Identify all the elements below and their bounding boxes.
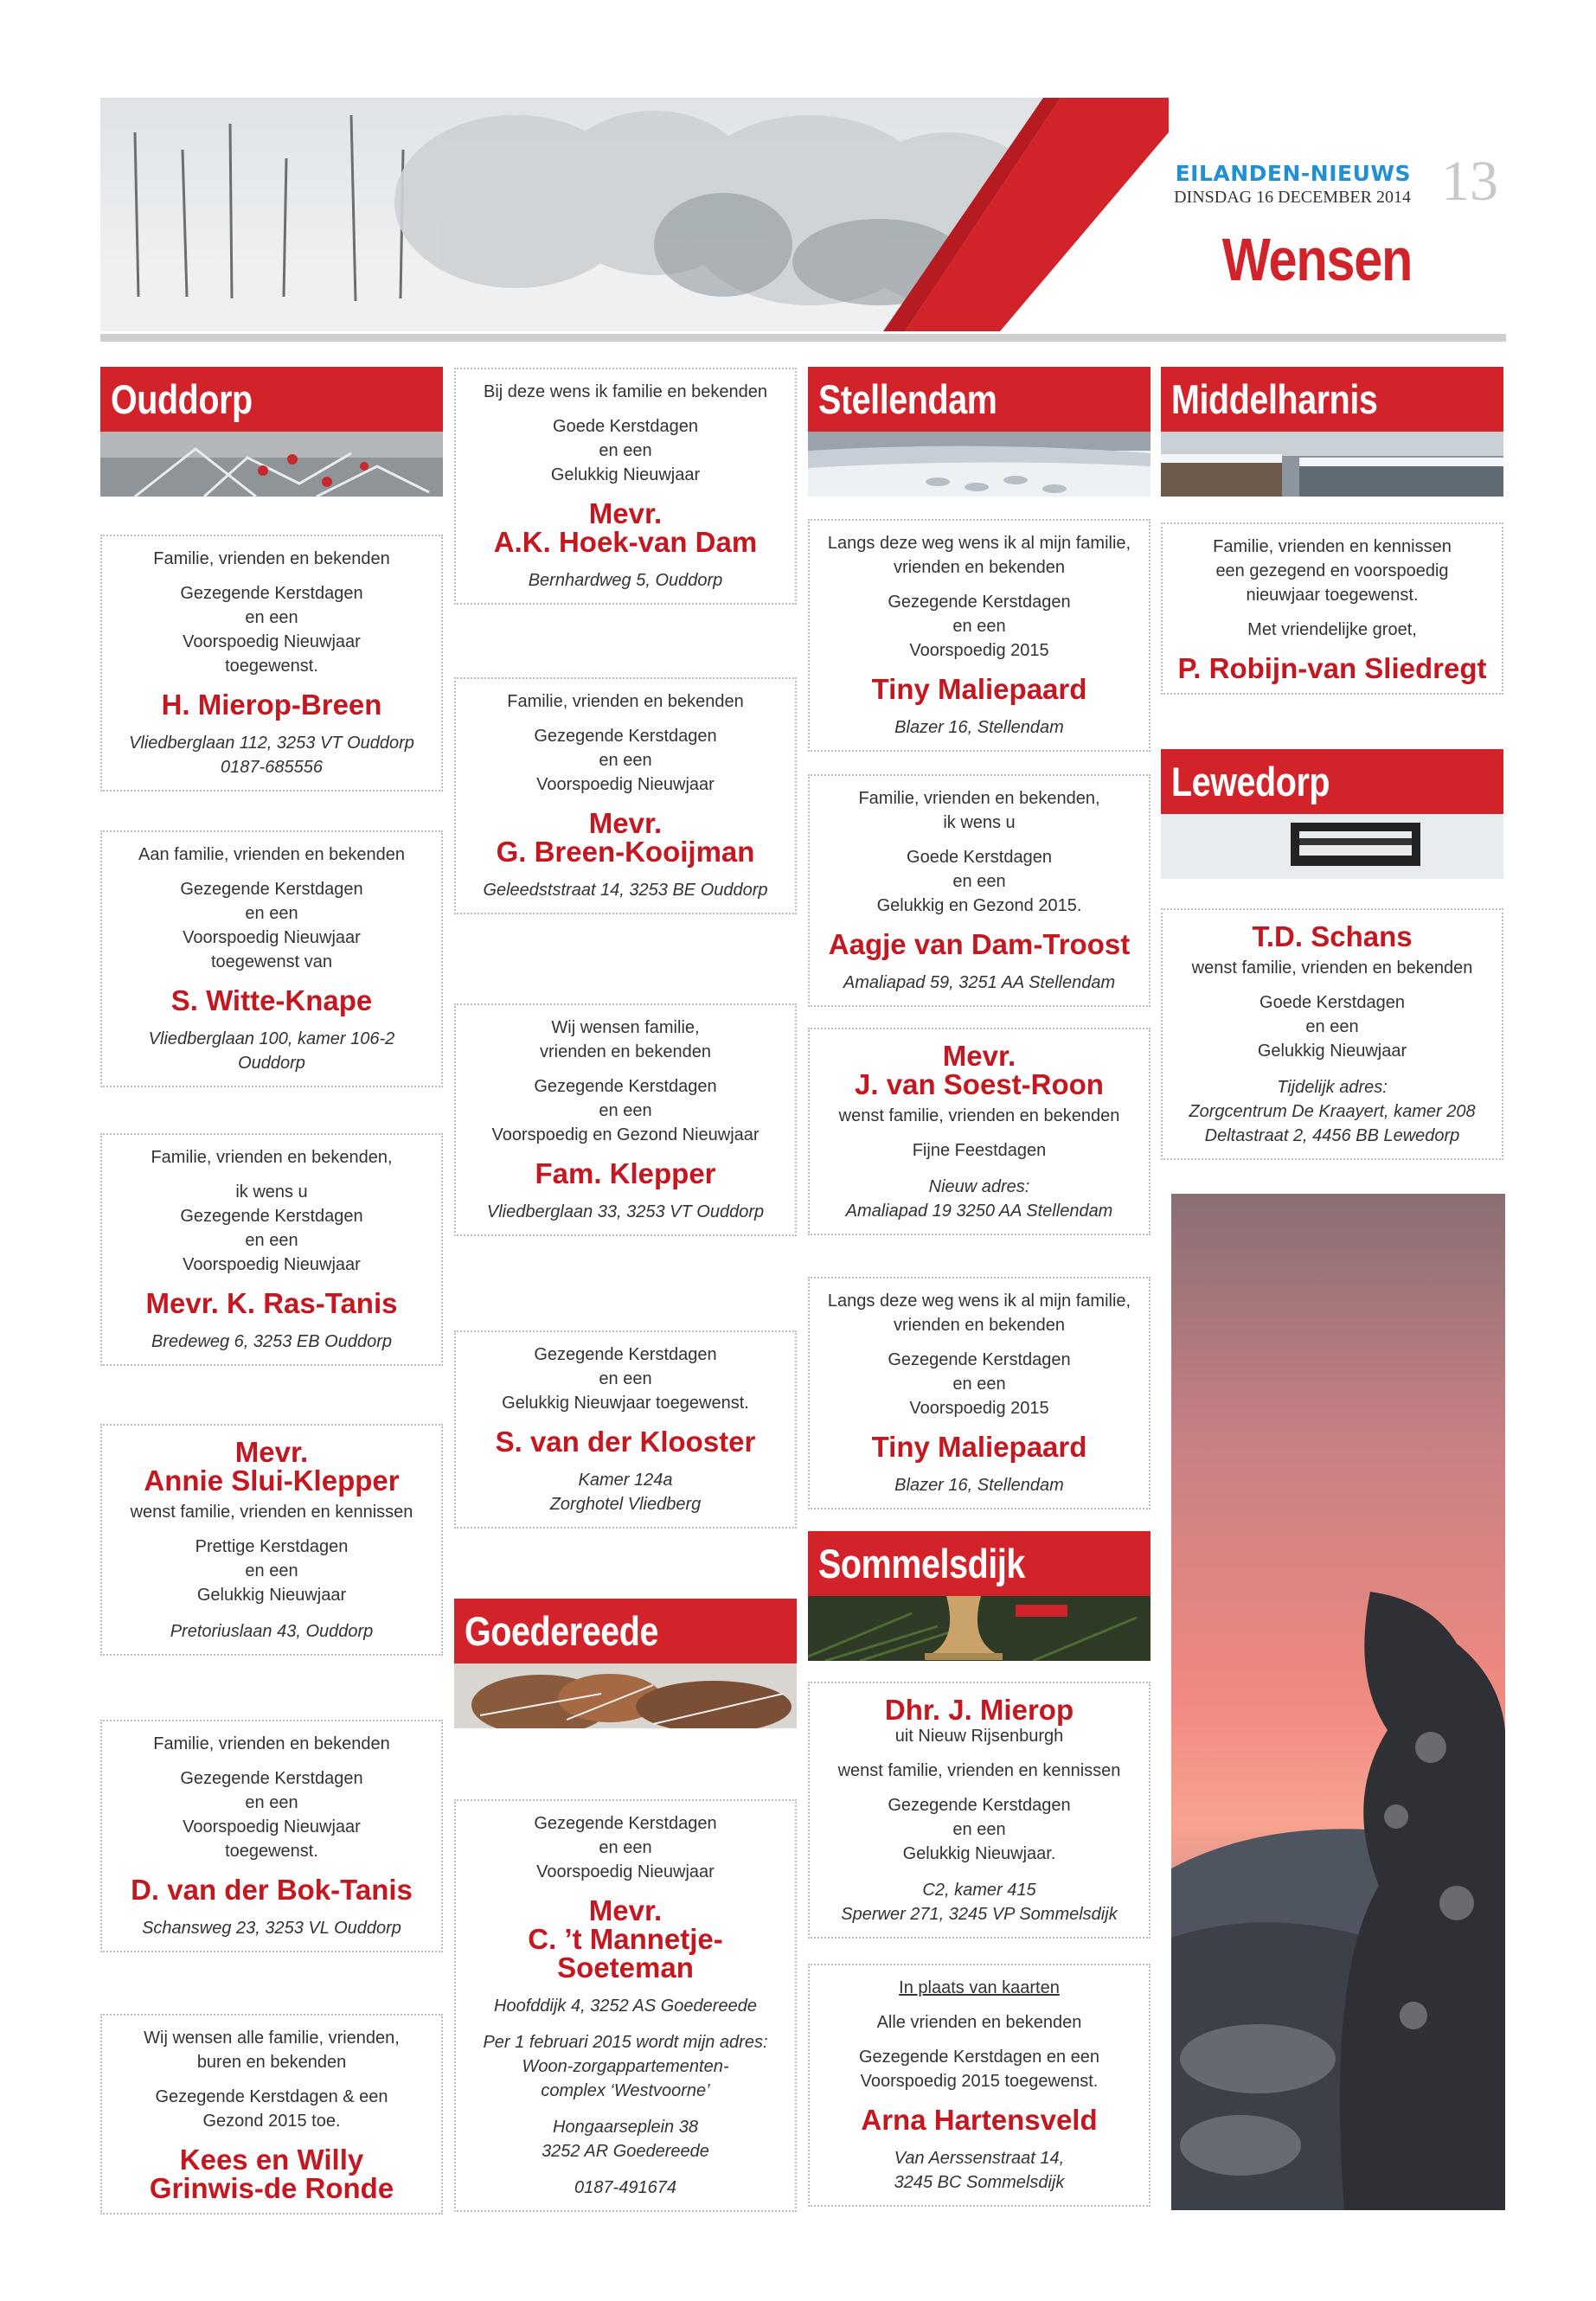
- wish-card: [808, 1964, 1151, 2207]
- wish-line: en een: [245, 1793, 298, 1812]
- sender-name: Dhr. J. Mierop: [884, 1694, 1074, 1726]
- section-label: Goedereede: [465, 1608, 659, 1654]
- section-image-snow-fence: [1161, 814, 1503, 879]
- sender-title: Mevr.: [942, 1040, 1016, 1072]
- section-header-ouddorp: [100, 367, 443, 497]
- wish-card: [454, 1003, 797, 1236]
- wish-line: en een: [245, 904, 298, 923]
- wish-line: en een: [245, 1561, 298, 1580]
- sender-name: J. van Soest-Roon: [855, 1068, 1104, 1100]
- wish-line: Goede Kerstdagen: [1259, 993, 1405, 1012]
- sender-title: Mevr.: [234, 1436, 309, 1468]
- sunset-winter-photo: [1171, 1194, 1505, 2210]
- wish-card: [808, 1277, 1151, 1509]
- sender-address: Vliedberglaan 100, kamer 106-2: [148, 1029, 395, 1048]
- recipients: wenst familie, vrienden en bekenden: [838, 1106, 1120, 1125]
- wish-card: [454, 677, 797, 914]
- recipients: wenst familie, vrienden en bekenden: [1191, 958, 1473, 977]
- section-label: Lewedorp: [1171, 759, 1330, 804]
- new-address: 3252 AR Goedereede: [542, 2142, 709, 2161]
- wish-line: Goede Kerstdagen: [907, 848, 1052, 867]
- wish-line: Voorspoedig Nieuwjaar: [183, 1255, 361, 1274]
- brand-logo: EILANDEN-NIEUWS: [1175, 161, 1411, 186]
- recipients: Familie, vrienden en bekenden: [153, 1734, 390, 1753]
- wish-line: Gezegende Kerstdagen & een: [155, 2087, 388, 2106]
- wish-line: Gezegende Kerstdagen: [180, 1769, 363, 1788]
- recipients: Familie, vrienden en bekenden: [153, 549, 390, 568]
- recipients: Langs deze weg wens ik al mijn familie,: [827, 534, 1131, 553]
- recipients: vrienden en bekenden: [894, 558, 1065, 577]
- wish-line: en een: [1305, 1017, 1359, 1036]
- sender-address: Bernhardweg 5, Ouddorp: [528, 571, 723, 590]
- wish-line: Familie, vrienden en kennissen: [1213, 537, 1452, 556]
- sender-name: Aagje van Dam-Troost: [828, 928, 1131, 960]
- address-note: Per 1 februari 2015 wordt mijn adres:: [483, 2033, 768, 2052]
- recipients: vrienden en bekenden: [540, 1042, 711, 1061]
- wish-line: en een: [952, 1375, 1006, 1394]
- wish-line: Gezond 2015 toe.: [202, 2112, 341, 2131]
- recipients: wenst familie, vrienden en kennissen: [837, 1761, 1121, 1780]
- wish-line: Voorspoedig Nieuwjaar: [536, 775, 715, 794]
- wish-line: Gezegende Kerstdagen en een: [859, 2048, 1099, 2067]
- section-image-frosted-leaves: [454, 1663, 797, 1728]
- sender-phone: 0187-491674: [574, 2178, 676, 2197]
- sender-address: Schansweg 23, 3253 VL Ouddorp: [142, 1919, 401, 1938]
- wish-line: Gelukkig Nieuwjaar: [196, 1586, 347, 1605]
- wish-card: [100, 1720, 443, 1952]
- recipients: Aan familie, vrienden en bekenden: [138, 845, 405, 864]
- issue-date: DINSDAG 16 DECEMBER 2014: [1174, 188, 1411, 207]
- sender-name: S. Witte-Knape: [170, 984, 373, 1016]
- wish-line: Gelukkig en Gezond 2015.: [876, 896, 1082, 915]
- wish-line: Voorspoedig en Gezond Nieuwjaar: [491, 1125, 760, 1144]
- wish-line: nieuwjaar toegewenst.: [1246, 586, 1419, 605]
- masthead: [1174, 161, 1411, 208]
- wish-line: toegewenst.: [225, 1842, 318, 1861]
- section-label: Stellendam: [818, 376, 997, 422]
- address-note: Woon-zorgappartementen-: [522, 2057, 729, 2076]
- address-note: Tijdelijk adres:: [1277, 1078, 1388, 1097]
- wish-card: [1161, 522, 1503, 695]
- wish-line: Gelukkig Nieuwjaar.: [902, 1844, 1056, 1863]
- wish-card: [808, 1682, 1151, 1939]
- sender-address: Ouddorp: [238, 1054, 305, 1073]
- section-title: Wensen: [1221, 226, 1412, 293]
- section-image-snow-path: [808, 432, 1151, 497]
- wish-line: Gelukkig Nieuwjaar toegewenst.: [502, 1394, 749, 1413]
- recipients: ik wens u: [943, 813, 1016, 832]
- wish-line: Voorspoedig 2015: [909, 641, 1049, 660]
- sender-address: Amaliapad 59, 3251 AA Stellendam: [843, 973, 1116, 992]
- sender-address: 3245 BC Sommelsdijk: [894, 2173, 1065, 2192]
- wish-card: [1161, 908, 1503, 1160]
- wish-card: [100, 1424, 443, 1656]
- sender-name: Mevr. K. Ras-Tanis: [145, 1287, 398, 1319]
- recipients: wenst familie, vrienden en kennissen: [130, 1503, 413, 1522]
- wish-line: Gezegende Kerstdagen: [534, 1345, 717, 1364]
- sender-address: Kamer 124a: [578, 1471, 673, 1490]
- section-label: Ouddorp: [111, 376, 253, 422]
- wish-line: Goede Kerstdagen: [553, 417, 698, 436]
- wish-line: Voorspoedig 2015: [909, 1399, 1049, 1418]
- header-rule: [100, 334, 1506, 342]
- sender-name: P. Robijn-van Sliedregt: [1177, 652, 1487, 684]
- page-number: 13: [1441, 150, 1498, 213]
- recipients: Langs deze weg wens ik al mijn familie,: [827, 1292, 1131, 1311]
- recipients: Bij deze wens ik familie en bekenden: [484, 382, 767, 401]
- sender-name: Fam. Klepper: [535, 1157, 716, 1189]
- sender-address: Amaliapad 19 3250 AA Stellendam: [845, 1202, 1113, 1221]
- greeting: Met vriendelijke groet,: [1247, 620, 1417, 639]
- section-header-sommelsdijk: [808, 1531, 1151, 1661]
- wish-card: [808, 1028, 1151, 1235]
- sender-name: A.K. Hoek-van Dam: [493, 526, 758, 558]
- sender-address: Vliedberglaan 33, 3253 VT Ouddorp: [486, 1202, 765, 1221]
- card-intro: In plaats van kaarten: [899, 1978, 1060, 1997]
- wish-line: een gezegend en voorspoedig: [1215, 561, 1449, 580]
- recipients: Wij wensen familie,: [551, 1018, 700, 1037]
- address-note: Nieuw adres:: [928, 1177, 1030, 1196]
- sender-name: G. Breen-Kooijman: [496, 836, 755, 868]
- sender-name: Tiny Maliepaard: [871, 673, 1087, 705]
- wish-line: Gelukkig Nieuwjaar: [550, 465, 701, 484]
- sender-address: Blazer 16, Stellendam: [894, 718, 1064, 737]
- section-header-lewedorp: [1161, 749, 1503, 879]
- wish-line: Gezegende Kerstdagen: [180, 584, 363, 603]
- section-image-frost-berries: [100, 432, 443, 497]
- sender-address: Zorgcentrum De Kraayert, kamer 208: [1189, 1102, 1476, 1121]
- wish-line: en een: [952, 617, 1006, 636]
- wish-line: Gezegende Kerstdagen: [180, 1207, 363, 1226]
- wish-card: [100, 535, 443, 792]
- wish-card: [454, 1330, 797, 1529]
- sender-name: D. van der Bok-Tanis: [131, 1874, 413, 1906]
- wish-line: Gezegende Kerstdagen: [534, 727, 717, 746]
- wish-line: en een: [599, 1838, 652, 1857]
- wish-card: [454, 368, 797, 605]
- sender-address: Van Aerssenstraat 14,: [894, 2149, 1065, 2168]
- wish-line: Gezegende Kerstdagen: [888, 1796, 1071, 1815]
- sender-title: Mevr.: [588, 807, 663, 839]
- sender-name: Kees en Willy: [179, 2144, 364, 2176]
- sender-name: Grinwis-de Ronde: [149, 2172, 394, 2204]
- recipients: Familie, vrienden en bekenden,: [151, 1148, 393, 1167]
- sender-name: T.D. Schans: [1252, 920, 1413, 952]
- wish-line: en een: [599, 441, 652, 460]
- sender-title: Mevr.: [588, 497, 663, 529]
- wish-line: ik wens u: [235, 1183, 308, 1202]
- wish-line: Fijne Feestdagen: [912, 1141, 1047, 1160]
- wish-card: [808, 774, 1151, 1007]
- section-label: Middelharnis: [1171, 376, 1378, 422]
- section-image-snowy-roofs: [1161, 432, 1503, 497]
- wish-line: Voorspoedig 2015 toegewenst.: [860, 2072, 1099, 2091]
- wish-line: en een: [599, 1369, 652, 1388]
- address-note: complex ‘Westvoorne’: [541, 2081, 710, 2100]
- sender-name: Tiny Maliepaard: [871, 1431, 1087, 1463]
- wish-line: Gezegende Kerstdagen: [888, 1350, 1071, 1369]
- wish-line: en een: [245, 1231, 298, 1250]
- wish-line: Gezegende Kerstdagen: [534, 1814, 717, 1833]
- sender-address: Zorghotel Vliedberg: [549, 1495, 702, 1514]
- sender-name: C. ’t Mannetje-Soeteman: [528, 1923, 723, 1984]
- wish-line: en een: [952, 1820, 1006, 1839]
- wish-line: en een: [599, 1101, 652, 1120]
- sender-origin: uit Nieuw Rijsenburgh: [894, 1727, 1064, 1746]
- recipients: Alle vrienden en bekenden: [876, 2013, 1082, 2032]
- wish-line: en een: [245, 608, 298, 627]
- sender-address: Vliedberglaan 112, 3253 VT Ouddorp: [129, 734, 414, 753]
- section-header-middelharnis: [1161, 367, 1503, 497]
- recipients: buren en bekenden: [196, 2053, 347, 2072]
- section-header-goedereede: [454, 1599, 797, 1728]
- wish-line: Prettige Kerstdagen: [195, 1537, 349, 1556]
- wish-card: [454, 1799, 797, 2212]
- wish-card: [100, 1133, 443, 1366]
- sender-address: Geleedststraat 14, 3253 BE Ouddorp: [483, 881, 768, 900]
- recipients: vrienden en bekenden: [894, 1316, 1065, 1335]
- wish-card: [808, 519, 1151, 752]
- sender-address: Sperwer 271, 3245 VP Sommelsdijk: [841, 1905, 1118, 1924]
- sender-name: H. Mierop-Breen: [161, 689, 382, 721]
- wish-line: Gelukkig Nieuwjaar: [1257, 1042, 1407, 1061]
- wish-line: Voorspoedig Nieuwjaar: [183, 1817, 361, 1836]
- new-address: Hongaarseplein 38: [553, 2118, 698, 2137]
- sender-address: Deltastraat 2, 4456 BB Lewedorp: [1204, 1126, 1460, 1145]
- section-header-stellendam: [808, 367, 1151, 497]
- recipients: Wij wensen alle familie, vrienden,: [144, 2029, 400, 2048]
- sender-address: Pretoriuslaan 43, Ouddorp: [170, 1622, 374, 1641]
- sender-title: Mevr.: [588, 1894, 663, 1926]
- wish-card: [100, 830, 443, 1087]
- sender-name: Annie Slui-Klepper: [144, 1465, 400, 1497]
- wish-line: Voorspoedig Nieuwjaar: [536, 1862, 715, 1881]
- wish-line: Gezegende Kerstdagen: [534, 1077, 717, 1096]
- section-label: Sommelsdijk: [818, 1541, 1025, 1586]
- wish-line: Voorspoedig Nieuwjaar: [183, 928, 361, 947]
- recipients: Familie, vrienden en bekenden,: [858, 789, 1100, 808]
- wish-line: Voorspoedig Nieuwjaar: [183, 632, 361, 651]
- sender-phone: 0187-685556: [221, 758, 323, 777]
- wish-line: Gezegende Kerstdagen: [180, 880, 363, 899]
- sender-address: Bredeweg 6, 3253 EB Ouddorp: [151, 1332, 392, 1351]
- wish-card: [100, 2014, 443, 2214]
- header-winter-photo: [100, 98, 1169, 331]
- sender-name: S. van der Klooster: [495, 1426, 756, 1458]
- wish-line: toegewenst.: [225, 657, 318, 676]
- sender-address: Hoofddijk 4, 3252 AS Goedereede: [494, 1997, 757, 2016]
- recipients: Familie, vrienden en bekenden: [507, 692, 744, 711]
- wish-line: Gezegende Kerstdagen: [888, 593, 1071, 612]
- sender-name: Arna Hartensveld: [861, 2104, 1098, 2136]
- wish-line: toegewenst van: [210, 952, 333, 971]
- sender-address: C2, kamer 415: [922, 1881, 1036, 1900]
- section-image-christmas-bell: [808, 1596, 1151, 1661]
- wish-line: en een: [599, 751, 652, 770]
- wish-line: en een: [952, 872, 1006, 891]
- sender-address: Blazer 16, Stellendam: [894, 1476, 1064, 1495]
